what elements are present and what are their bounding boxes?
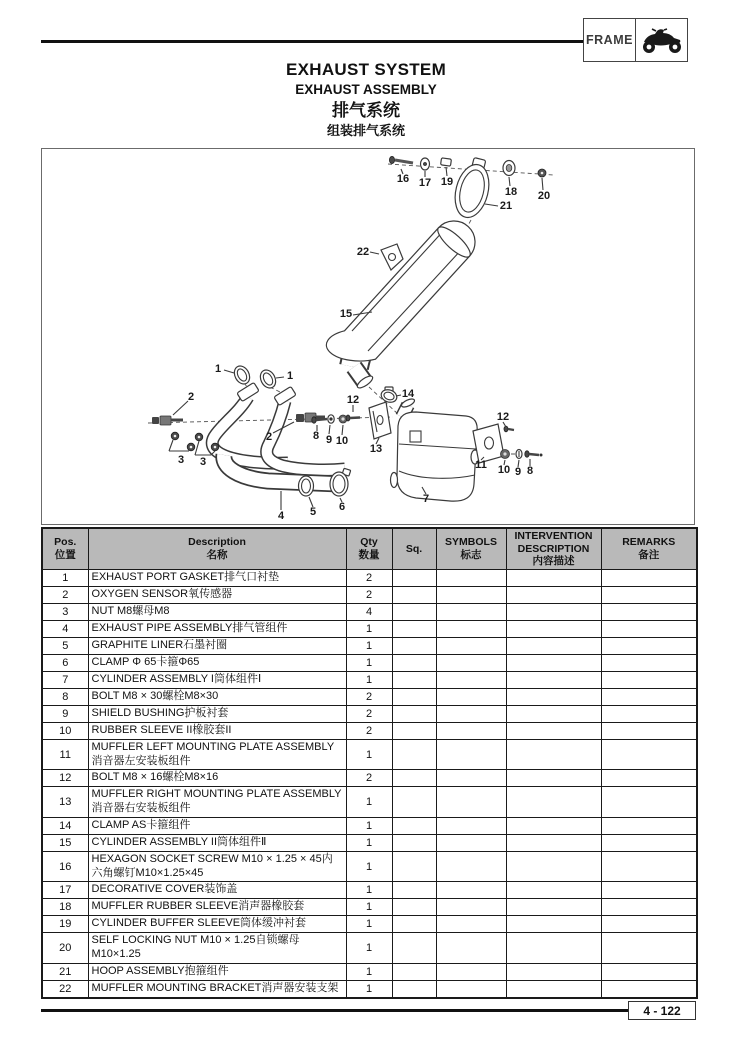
header-intervention: INTERVENTION DESCRIPTION 内容描述 xyxy=(506,528,601,569)
diagram-callout: 20 xyxy=(537,190,551,202)
page-subtitle-zh: 组装排气系统 xyxy=(326,122,405,138)
parts-table xyxy=(41,527,698,999)
qty-cell: 2 xyxy=(346,705,392,722)
symbols-cell xyxy=(436,770,506,787)
pos-cell: 7 xyxy=(42,671,88,688)
header-pos: Pos. 位置 xyxy=(42,528,88,569)
table-row xyxy=(42,705,697,722)
table-row xyxy=(42,688,697,705)
top-rule xyxy=(41,40,583,43)
pos-cell: 6 xyxy=(42,654,88,671)
description-cell: SELF LOCKING NUT M10 × 1.25自锁螺母M10×1.25 xyxy=(88,933,346,964)
description-cell: CYLINDER BUFFER SLEEVE筒体缓冲衬套 xyxy=(88,916,346,933)
diagram-callout: 8 xyxy=(312,430,320,442)
callout-layer xyxy=(42,149,694,524)
description-cell: EXHAUST PORT GASKET排气口衬垫 xyxy=(88,569,346,586)
table-row xyxy=(42,963,697,980)
sq-cell xyxy=(392,817,436,834)
description-cell: OXYGEN SENSOR氧传感器 xyxy=(88,586,346,603)
qty-cell: 1 xyxy=(346,834,392,851)
intervention-cell xyxy=(506,980,601,997)
intervention-cell xyxy=(506,963,601,980)
description-cell: MUFFLER RUBBER SLEEVE消声器橡胶套 xyxy=(88,899,346,916)
qty-cell: 1 xyxy=(346,637,392,654)
symbols-cell xyxy=(436,722,506,739)
intervention-cell xyxy=(506,933,601,964)
remarks-cell xyxy=(601,705,697,722)
intervention-cell xyxy=(506,569,601,586)
diagram-callout: 3 xyxy=(199,456,207,468)
title-block xyxy=(0,60,732,139)
intervention-cell xyxy=(506,739,601,770)
table-row xyxy=(42,980,697,997)
pos-cell: 17 xyxy=(42,882,88,899)
remarks-cell xyxy=(601,787,697,818)
table-row xyxy=(42,787,697,818)
header-symbols: SYMBOLS 标志 xyxy=(436,528,506,569)
remarks-cell xyxy=(601,851,697,882)
intervention-cell xyxy=(506,688,601,705)
parts-table-header xyxy=(42,528,697,569)
qty-cell: 2 xyxy=(346,770,392,787)
table-row xyxy=(42,834,697,851)
sq-cell xyxy=(392,739,436,770)
symbols-cell xyxy=(436,787,506,818)
intervention-cell xyxy=(506,899,601,916)
qty-cell: 2 xyxy=(346,722,392,739)
qty-cell: 1 xyxy=(346,963,392,980)
diagram-callout: 10 xyxy=(497,464,511,476)
pos-cell: 3 xyxy=(42,603,88,620)
remarks-cell xyxy=(601,882,697,899)
page-title: EXHAUST SYSTEM xyxy=(285,60,447,79)
symbols-cell xyxy=(436,834,506,851)
remarks-cell xyxy=(601,963,697,980)
sq-cell xyxy=(392,980,436,997)
diagram-callout: 2 xyxy=(265,431,273,443)
sq-cell xyxy=(392,671,436,688)
remarks-cell xyxy=(601,603,697,620)
qty-cell: 1 xyxy=(346,916,392,933)
pos-cell: 12 xyxy=(42,770,88,787)
header-sq: Sq. xyxy=(392,528,436,569)
intervention-cell xyxy=(506,851,601,882)
table-row xyxy=(42,620,697,637)
diagram-callout: 22 xyxy=(356,246,370,258)
intervention-cell xyxy=(506,637,601,654)
symbols-cell xyxy=(436,882,506,899)
symbols-cell xyxy=(436,620,506,637)
description-cell: RUBBER SLEEVE II橡胶套II xyxy=(88,722,346,739)
remarks-cell xyxy=(601,933,697,964)
diagram-callout: 4 xyxy=(277,510,285,522)
diagram-callout: 11 xyxy=(475,459,487,471)
exploded-diagram-panel xyxy=(41,148,695,525)
qty-cell: 1 xyxy=(346,882,392,899)
sq-cell xyxy=(392,834,436,851)
intervention-cell xyxy=(506,916,601,933)
diagram-callout: 10 xyxy=(335,435,349,447)
symbols-cell xyxy=(436,916,506,933)
remarks-cell xyxy=(601,654,697,671)
remarks-cell xyxy=(601,899,697,916)
qty-cell: 1 xyxy=(346,980,392,997)
frame-label: FRAME xyxy=(584,19,636,61)
remarks-cell xyxy=(601,916,697,933)
diagram-callout: 8 xyxy=(526,465,534,477)
remarks-cell xyxy=(601,671,697,688)
diagram-callout: 19 xyxy=(440,176,454,188)
page-number: 4 - 122 xyxy=(628,1001,696,1020)
pos-cell: 19 xyxy=(42,916,88,933)
qty-cell: 2 xyxy=(346,688,392,705)
description-cell: GRAPHITE LINER石墨衬圈 xyxy=(88,637,346,654)
diagram-callout: 1 xyxy=(214,363,222,375)
page-title-zh: 排气系统 xyxy=(332,101,400,121)
diagram-callout: 12 xyxy=(496,411,510,423)
table-row xyxy=(42,654,697,671)
page-subtitle: EXHAUST ASSEMBLY xyxy=(295,81,437,97)
pos-cell: 20 xyxy=(42,933,88,964)
pos-cell: 9 xyxy=(42,705,88,722)
diagram-callout: 15 xyxy=(339,308,353,320)
symbols-cell xyxy=(436,933,506,964)
sq-cell xyxy=(392,569,436,586)
remarks-cell xyxy=(601,637,697,654)
parts-table-body xyxy=(42,569,697,997)
motorcycle-icon xyxy=(636,19,687,61)
description-cell: MUFFLER RIGHT MOUNTING PLATE ASSEMBLY消音器右安装板组件 xyxy=(88,787,346,818)
sq-cell xyxy=(392,933,436,964)
header-description: Description 名称 xyxy=(88,528,346,569)
diagram-callout: 21 xyxy=(499,200,513,212)
table-row xyxy=(42,739,697,770)
table-row xyxy=(42,933,697,964)
intervention-cell xyxy=(506,705,601,722)
remarks-cell xyxy=(601,739,697,770)
sq-cell xyxy=(392,963,436,980)
qty-cell: 1 xyxy=(346,620,392,637)
symbols-cell xyxy=(436,705,506,722)
description-cell: EXHAUST PIPE ASSEMBLY排气管组件 xyxy=(88,620,346,637)
description-cell: HEXAGON SOCKET SCREW M10 × 1.25 × 45内六角螺钉M10×1.25×45 xyxy=(88,851,346,882)
sq-cell xyxy=(392,688,436,705)
intervention-cell xyxy=(506,586,601,603)
diagram-callout: 12 xyxy=(346,394,360,406)
frame-box xyxy=(583,18,688,62)
remarks-cell xyxy=(601,569,697,586)
diagram-callout: 3 xyxy=(177,454,185,466)
qty-cell: 1 xyxy=(346,739,392,770)
symbols-cell xyxy=(436,603,506,620)
sq-cell xyxy=(392,722,436,739)
description-cell: CLAMP Φ 65卡箍Φ65 xyxy=(88,654,346,671)
sq-cell xyxy=(392,770,436,787)
description-cell: SHIELD BUSHING护板衬套 xyxy=(88,705,346,722)
qty-cell: 1 xyxy=(346,654,392,671)
pos-cell: 11 xyxy=(42,739,88,770)
table-row xyxy=(42,882,697,899)
symbols-cell xyxy=(436,654,506,671)
pos-cell: 16 xyxy=(42,851,88,882)
sq-cell xyxy=(392,916,436,933)
qty-cell: 1 xyxy=(346,817,392,834)
symbols-cell xyxy=(436,671,506,688)
symbols-cell xyxy=(436,586,506,603)
diagram-callout: 14 xyxy=(401,388,415,400)
sq-cell xyxy=(392,586,436,603)
table-row xyxy=(42,899,697,916)
intervention-cell xyxy=(506,834,601,851)
diagram-callout: 9 xyxy=(325,434,333,446)
diagram-callout: 2 xyxy=(187,391,195,403)
pos-cell: 1 xyxy=(42,569,88,586)
intervention-cell xyxy=(506,654,601,671)
diagram-callout: 9 xyxy=(514,466,522,478)
symbols-cell xyxy=(436,569,506,586)
header-remarks: REMARKS 备注 xyxy=(601,528,697,569)
pos-cell: 2 xyxy=(42,586,88,603)
pos-cell: 4 xyxy=(42,620,88,637)
description-cell: NUT M8螺母M8 xyxy=(88,603,346,620)
pos-cell: 10 xyxy=(42,722,88,739)
sq-cell xyxy=(392,851,436,882)
symbols-cell xyxy=(436,851,506,882)
qty-cell: 2 xyxy=(346,586,392,603)
symbols-cell xyxy=(436,963,506,980)
pos-cell: 22 xyxy=(42,980,88,997)
table-row xyxy=(42,637,697,654)
table-row xyxy=(42,603,697,620)
intervention-cell xyxy=(506,882,601,899)
description-cell: HOOP ASSEMBLY抱箍组件 xyxy=(88,963,346,980)
pos-cell: 14 xyxy=(42,817,88,834)
pos-cell: 18 xyxy=(42,899,88,916)
diagram-callout: 16 xyxy=(396,173,410,185)
remarks-cell xyxy=(601,834,697,851)
description-cell: CYLINDER ASSEMBLY I筒体组件Ⅰ xyxy=(88,671,346,688)
diagram-callout: 5 xyxy=(309,506,317,518)
diagram-callout: 17 xyxy=(418,177,432,189)
remarks-cell xyxy=(601,770,697,787)
pos-cell: 21 xyxy=(42,963,88,980)
diagram-callout: 7 xyxy=(422,493,430,505)
sq-cell xyxy=(392,899,436,916)
table-row xyxy=(42,586,697,603)
qty-cell: 2 xyxy=(346,569,392,586)
remarks-cell xyxy=(601,722,697,739)
table-row xyxy=(42,770,697,787)
pos-cell: 5 xyxy=(42,637,88,654)
table-row xyxy=(42,569,697,586)
diagram-callout: 1 xyxy=(286,370,294,382)
symbols-cell xyxy=(436,739,506,770)
description-cell: DECORATIVE COVER装饰盖 xyxy=(88,882,346,899)
intervention-cell xyxy=(506,770,601,787)
qty-cell: 1 xyxy=(346,933,392,964)
intervention-cell xyxy=(506,671,601,688)
diagram-callout: 13 xyxy=(369,443,383,455)
description-cell: MUFFLER MOUNTING BRACKET消声器安装支架 xyxy=(88,980,346,997)
footer-rule xyxy=(41,1009,629,1012)
remarks-cell xyxy=(601,817,697,834)
table-row xyxy=(42,722,697,739)
sq-cell xyxy=(392,705,436,722)
symbols-cell xyxy=(436,688,506,705)
remarks-cell xyxy=(601,620,697,637)
sq-cell xyxy=(392,882,436,899)
qty-cell: 4 xyxy=(346,603,392,620)
description-cell: BOLT M8 × 16螺栓M8×16 xyxy=(88,770,346,787)
intervention-cell xyxy=(506,817,601,834)
intervention-cell xyxy=(506,603,601,620)
symbols-cell xyxy=(436,817,506,834)
remarks-cell xyxy=(601,980,697,997)
sq-cell xyxy=(392,654,436,671)
qty-cell: 1 xyxy=(346,851,392,882)
remarks-cell xyxy=(601,586,697,603)
symbols-cell xyxy=(436,637,506,654)
qty-cell: 1 xyxy=(346,671,392,688)
intervention-cell xyxy=(506,722,601,739)
description-cell: CYLINDER ASSEMBLY II筒体组件Ⅱ xyxy=(88,834,346,851)
pos-cell: 8 xyxy=(42,688,88,705)
description-cell: CLAMP AS卡箍组件 xyxy=(88,817,346,834)
description-cell: MUFFLER LEFT MOUNTING PLATE ASSEMBLY消音器左安装板组件 xyxy=(88,739,346,770)
table-row xyxy=(42,671,697,688)
diagram-callout: 18 xyxy=(504,186,518,198)
intervention-cell xyxy=(506,620,601,637)
diagram-callout: 6 xyxy=(338,501,346,513)
symbols-cell xyxy=(436,980,506,997)
pos-cell: 15 xyxy=(42,834,88,851)
pos-cell: 13 xyxy=(42,787,88,818)
sq-cell xyxy=(392,637,436,654)
sq-cell xyxy=(392,603,436,620)
description-cell: BOLT M8 × 30螺栓M8×30 xyxy=(88,688,346,705)
intervention-cell xyxy=(506,787,601,818)
table-row xyxy=(42,851,697,882)
remarks-cell xyxy=(601,688,697,705)
sq-cell xyxy=(392,787,436,818)
sq-cell xyxy=(392,620,436,637)
table-row xyxy=(42,916,697,933)
header-qty: Qty 数量 xyxy=(346,528,392,569)
symbols-cell xyxy=(436,899,506,916)
table-row xyxy=(42,817,697,834)
qty-cell: 1 xyxy=(346,899,392,916)
qty-cell: 1 xyxy=(346,787,392,818)
